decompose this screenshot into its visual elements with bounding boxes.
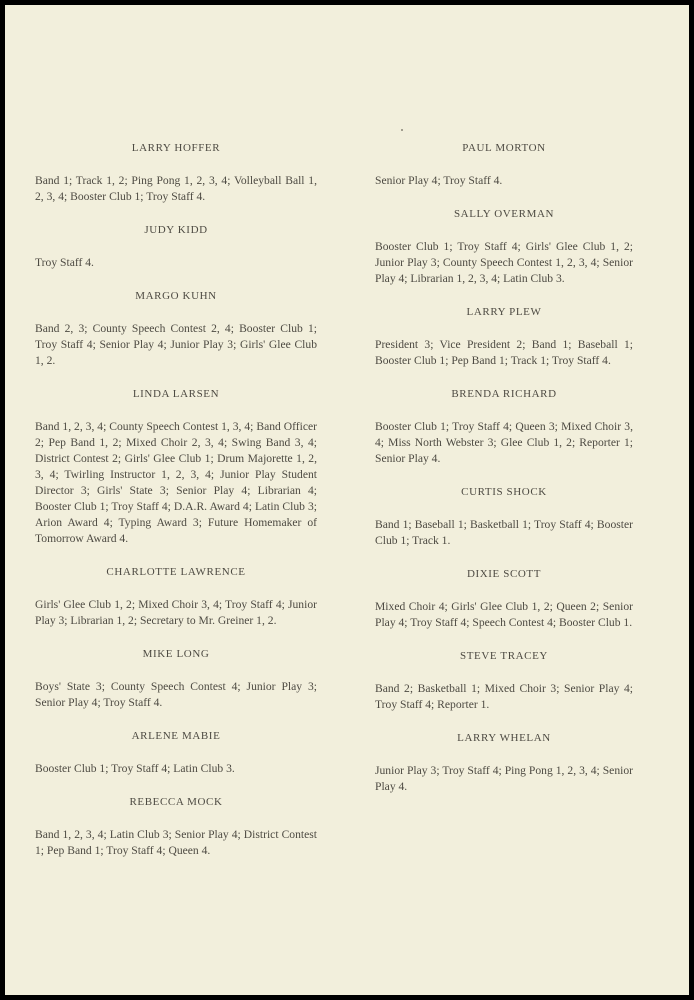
- senior-activities: Band 1; Baseball 1; Basketball 1; Troy Staff 4; Booster Club 1; Track 1.: [375, 518, 633, 547]
- senior-name: MARGO KUHN: [135, 290, 217, 302]
- senior-entry: [375, 648, 633, 713]
- senior-entry: [375, 386, 633, 467]
- senior-activities: Band 1, 2, 3, 4; Latin Club 3; Senior Play 4; District Contest 1; Pep Band 1; Troy Staff 4; Queen 4.: [35, 828, 317, 857]
- senior-name: ARLENE MABIE: [131, 730, 221, 742]
- senior-name: CHARLOTTE LAWRENCE: [106, 566, 246, 578]
- senior-name: LINDA LARSEN: [132, 388, 220, 400]
- senior-name: JUDY KIDD: [144, 224, 208, 236]
- senior-activities: Booster Club 1; Troy Staff 4; Latin Club 3.: [35, 762, 235, 775]
- senior-entry: [35, 386, 317, 547]
- senior-name: REBECCA MOCK: [129, 796, 223, 808]
- senior-entry: [35, 794, 317, 859]
- senior-activities: Booster Club 1; Troy Staff 4; Girls' Glee Club 1, 2; Junior Play 3; County Speech Contest 1, 2, 3, 4; Senior Play 4; Librarian 1, 2, 3, 4; Latin Club 3.: [375, 240, 633, 285]
- senior-entry: [35, 288, 317, 369]
- senior-activities: Band 1, 2, 3, 4; County Speech Contest 1, 3, 4; Band Officer 2; Pep Band 1, 2; Mixed Choir 2, 3, 4; Swing Band 3, 4; District Contest 2; Girls' Glee Club 1; Drum Majorette 1, 2, 3, 4; Twirling Instructor 1, 2, 3, 4; Junior Play Student Director 3; Girls' State 3; Senior Play 4; Librarian 4; Booster Club 1; Troy Staff 4; D.A.R. Award 4; Latin Club 3; Arion Award 4; Typing Award 3; Future Homemaker of Tomorrow Award 4.: [35, 420, 317, 545]
- senior-name: LARRY WHELAN: [457, 732, 551, 744]
- senior-entry: [35, 728, 317, 777]
- senior-activities: Senior Play 4; Troy Staff 4.: [375, 174, 503, 187]
- senior-entry: [375, 140, 633, 189]
- left-column: [35, 140, 317, 876]
- senior-activities: President 3; Vice President 2; Band 1; Baseball 1; Booster Club 1; Pep Band 1; Track 1; Troy Staff 4.: [375, 338, 633, 367]
- senior-name: MIKE LONG: [142, 648, 210, 660]
- yearbook-page: [5, 5, 689, 995]
- senior-entry: [375, 730, 633, 795]
- senior-entry: [35, 564, 317, 629]
- senior-activities: Boys' State 3; County Speech Contest 4; Junior Play 3; Senior Play 4; Troy Staff 4.: [35, 680, 317, 709]
- senior-activities: Band 2, 3; County Speech Contest 2, 4; Booster Club 1; Troy Staff 4; Senior Play 4; Junior Play 3; Girls' Glee Club 1, 2.: [35, 322, 317, 367]
- senior-activities: Junior Play 3; Troy Staff 4; Ping Pong 1, 2, 3, 4; Senior Play 4.: [375, 764, 633, 793]
- senior-name: LARRY HOFFER: [131, 142, 221, 154]
- page-speck: [401, 129, 403, 131]
- senior-activities: Booster Club 1; Troy Staff 4; Queen 3; Mixed Choir 3, 4; Miss North Webster 3; Glee Club 1, 2; Reporter 1; Senior Play 4.: [375, 420, 633, 465]
- senior-activities: Girls' Glee Club 1, 2; Mixed Choir 3, 4; Troy Staff 4; Junior Play 3; Librarian 1, 2; Secretary to Mr. Greiner 1, 2.: [35, 598, 317, 627]
- senior-activities: Troy Staff 4.: [35, 256, 94, 269]
- senior-entry: [375, 304, 633, 369]
- senior-name: BRENDA RICHARD: [451, 388, 557, 400]
- senior-entry: [35, 140, 317, 205]
- senior-activities: Band 2; Basketball 1; Mixed Choir 3; Senior Play 4; Troy Staff 4; Reporter 1.: [375, 682, 633, 711]
- senior-activities: Band 1; Track 1, 2; Ping Pong 1, 2, 3, 4; Volleyball Ball 1, 2, 3, 4; Booster Club 1; Troy Staff 4.: [35, 174, 317, 203]
- senior-entry: [375, 566, 633, 631]
- senior-entry: [35, 222, 317, 271]
- senior-name: STEVE TRACEY: [460, 650, 548, 662]
- senior-entry: [375, 484, 633, 549]
- senior-activities: Mixed Choir 4; Girls' Glee Club 1, 2; Queen 2; Senior Play 4; Troy Staff 4; Speech Contest 4; Booster Club 1.: [375, 600, 633, 629]
- senior-name: CURTIS SHOCK: [461, 486, 547, 498]
- senior-name: DIXIE SCOTT: [466, 568, 542, 580]
- senior-entry: [35, 646, 317, 711]
- right-column: [375, 140, 633, 812]
- senior-name: SALLY OVERMAN: [453, 208, 555, 220]
- senior-entry: [375, 206, 633, 287]
- senior-name: LARRY PLEW: [466, 306, 542, 318]
- senior-name: PAUL MORTON: [462, 142, 546, 154]
